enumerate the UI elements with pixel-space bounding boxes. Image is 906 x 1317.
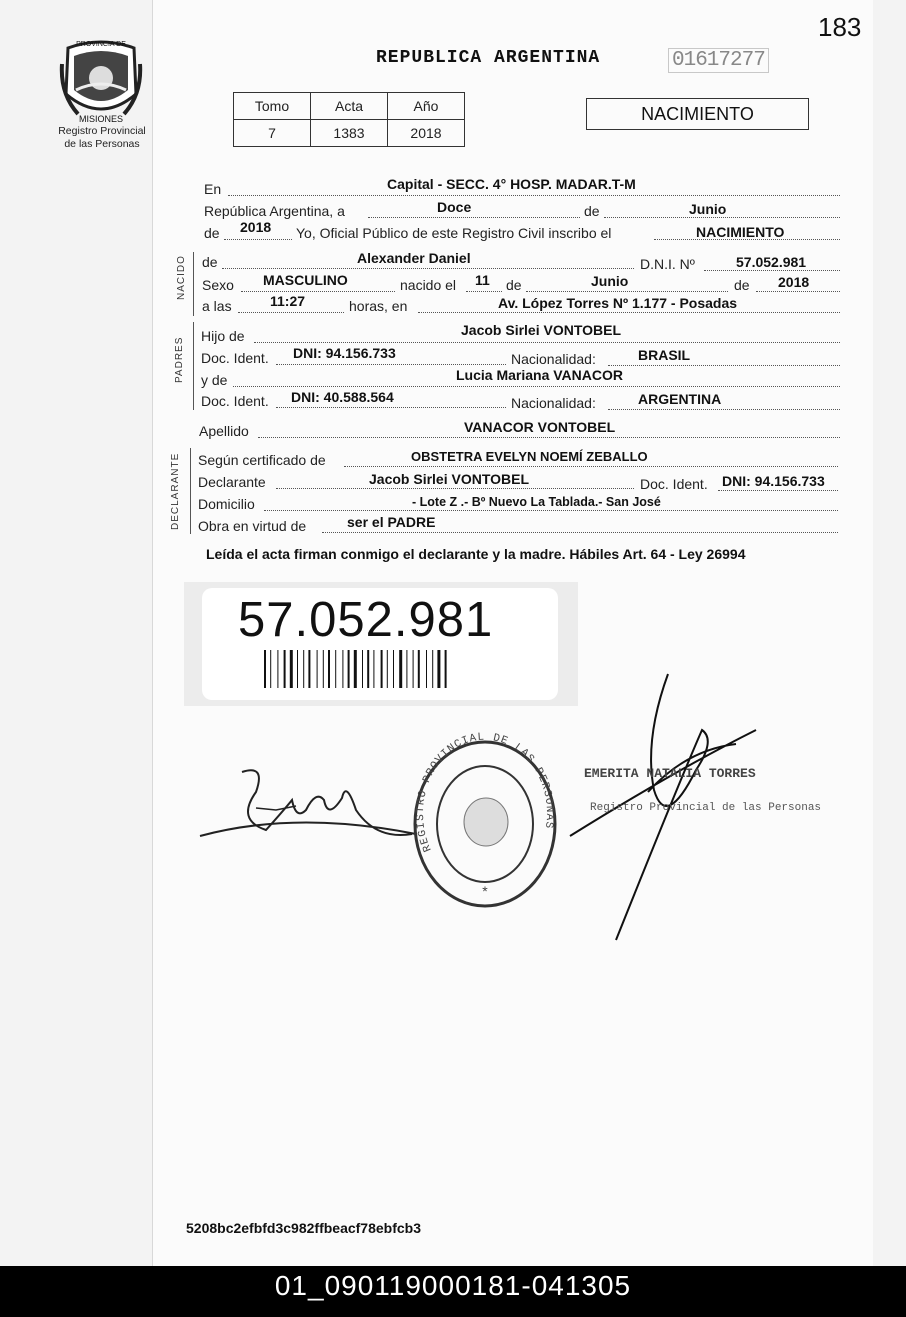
- side-label-declarante: DECLARANTE: [170, 452, 181, 530]
- label-de-2: de: [204, 225, 220, 241]
- label-horas: horas, en: [349, 298, 408, 314]
- svg-text:*: *: [482, 883, 488, 899]
- label-y-de: y de: [201, 372, 228, 388]
- document-title: REPUBLICA ARGENTINA: [376, 48, 601, 68]
- dotted-line: [368, 217, 580, 218]
- dotted-line: [228, 195, 840, 196]
- footer-code: 01_090119000181-041305: [0, 1266, 906, 1317]
- label-en: En: [204, 181, 222, 197]
- dotted-line: [238, 312, 344, 313]
- act-type-box: NACIMIENTO: [586, 98, 809, 130]
- value-lugar: Capital - SECC. 4° HOSP. MADAR.T-M: [387, 176, 636, 192]
- dotted-line: [224, 239, 292, 240]
- label-a-las: a las: [202, 298, 232, 314]
- value-padre-doc: DNI: 94.156.733: [293, 345, 396, 361]
- registry-line-1: Registro Provincial: [58, 125, 146, 137]
- header-tomo: Tomo: [234, 93, 311, 120]
- declarant-signature: [200, 770, 416, 836]
- dotted-line: [604, 217, 840, 218]
- side-label-padres: PADRES: [174, 336, 185, 383]
- label-doc-ident-padre: Doc. Ident.: [201, 350, 269, 366]
- value-certificado: OBSTETRA EVELYN NOEMÍ ZEBALLO: [411, 449, 648, 464]
- provincia-misiones-logo: [58, 34, 144, 126]
- value-dni: 57.052.981: [736, 254, 807, 270]
- label-hijo-de: Hijo de: [201, 328, 245, 344]
- value-lugar-nac: Av. López Torres Nº 1.177 - Posadas: [498, 295, 738, 311]
- page-number: 183: [818, 12, 862, 42]
- seal-text: REGISTRO PROVINCIAL DE LAS PERSONAS: [414, 731, 556, 854]
- value-nombre: Alexander Daniel: [357, 250, 471, 266]
- legal-note: Leída el acta firman conmigo el declarante y la madre. Hábiles Art. 64 - Ley 26994: [206, 546, 746, 562]
- dotted-line: [466, 291, 502, 292]
- value-madre-doc: DNI: 40.588.564: [291, 389, 394, 405]
- side-label-nacido: NACIDO: [176, 255, 187, 300]
- label-segun-certificado: Según certificado de: [198, 452, 326, 468]
- section-divider: [193, 322, 194, 410]
- logo-text-top: PROVINCIA DE: [76, 41, 126, 48]
- section-divider: [193, 252, 194, 316]
- value-declarante-doc: DNI: 94.156.733: [722, 473, 825, 489]
- logo-text-bottom: MISIONES: [78, 114, 124, 124]
- dotted-line: [526, 291, 728, 292]
- dotted-line: [254, 342, 840, 343]
- official-seal: [415, 732, 555, 906]
- value-anio: 2018: [388, 120, 465, 147]
- dotted-line: [608, 365, 840, 366]
- header-anio: Año: [388, 93, 465, 120]
- value-acta: 1383: [311, 120, 388, 147]
- dotted-line: [264, 510, 838, 511]
- label-obra: Obra en virtud de: [198, 518, 307, 534]
- label-declarante: Declarante: [198, 474, 266, 490]
- label-nacionalidad-padre: Nacionalidad:: [511, 351, 596, 367]
- registry-line-2: de las Personas: [64, 138, 140, 150]
- dotted-line: [222, 268, 634, 269]
- dotted-line: [344, 466, 838, 467]
- label-domicilio: Domicilio: [198, 496, 255, 512]
- dotted-line: [276, 407, 506, 408]
- dni-stamp-number: 57.052.981: [238, 593, 494, 647]
- value-obra: ser el PADRE: [347, 514, 436, 530]
- dotted-line: [241, 291, 395, 292]
- value-tipo-acta: NACIMIENTO: [696, 224, 785, 240]
- label-yo-oficial: Yo, Oficial Público de este Registro Civil inscribo el: [296, 225, 612, 241]
- value-madre: Lucia Mariana VANACOR: [456, 367, 623, 383]
- acta-table-header-row: [234, 93, 465, 120]
- dotted-line: [718, 490, 838, 491]
- header-acta: Acta: [311, 93, 388, 120]
- value-dia-nac: 11: [475, 272, 490, 288]
- label-de-anio: de: [734, 277, 750, 293]
- serial-number: 01617277: [668, 48, 769, 73]
- label-de-mes: de: [506, 277, 522, 293]
- value-apellido: VANACOR VONTOBEL: [464, 419, 616, 435]
- value-dia: Doce: [437, 199, 472, 215]
- value-anio-nac: 2018: [778, 274, 810, 290]
- registry-caption: [40, 125, 164, 151]
- section-divider: [190, 448, 191, 534]
- value-mes-nac: Junio: [591, 273, 629, 289]
- label-sexo: Sexo: [202, 277, 234, 293]
- value-padre-nac: BRASIL: [638, 347, 691, 363]
- label-de: de: [584, 203, 600, 219]
- label-doc-ident-madre: Doc. Ident.: [201, 393, 269, 409]
- value-sexo: MASCULINO: [263, 272, 348, 288]
- label-dni: D.N.I. Nº: [640, 256, 695, 272]
- value-anio: 2018: [240, 219, 272, 235]
- dotted-line: [418, 312, 840, 313]
- label-de-nombre: de: [202, 254, 218, 270]
- label-republica: República Argentina, a: [204, 203, 345, 219]
- document-hash: 5208bc2efbfd3c982ffbeacf78ebfcb3: [186, 1220, 422, 1236]
- value-declarante: Jacob Sirlei VONTOBEL: [369, 471, 530, 487]
- value-padre: Jacob Sirlei VONTOBEL: [461, 322, 622, 338]
- label-doc-ident-declarante: Doc. Ident.: [640, 476, 708, 492]
- value-madre-nac: ARGENTINA: [638, 391, 722, 407]
- dotted-line: [756, 291, 840, 292]
- dotted-line: [276, 488, 634, 489]
- value-domicilio: - Lote Z .- Bº Nuevo La Tablada.- San José: [412, 495, 661, 509]
- acta-table-value-row: [234, 120, 465, 147]
- value-mes: Junio: [689, 201, 727, 217]
- label-apellido: Apellido: [199, 423, 249, 439]
- label-nacionalidad-madre: Nacionalidad:: [511, 395, 596, 411]
- dotted-line: [608, 409, 840, 410]
- value-tomo: 7: [234, 120, 311, 147]
- dotted-line: [258, 437, 840, 438]
- dotted-line: [704, 270, 840, 271]
- label-nacido: nacido el: [400, 277, 457, 293]
- dotted-line: [233, 386, 840, 387]
- dotted-line: [276, 364, 506, 365]
- dotted-line: [322, 532, 838, 533]
- value-hora: 11:27: [270, 293, 306, 309]
- official-registry: Registro Provincial de las Personas: [590, 802, 822, 814]
- official-name: EMERITA NATALIA TORRES: [584, 766, 756, 781]
- acta-table: [233, 92, 465, 147]
